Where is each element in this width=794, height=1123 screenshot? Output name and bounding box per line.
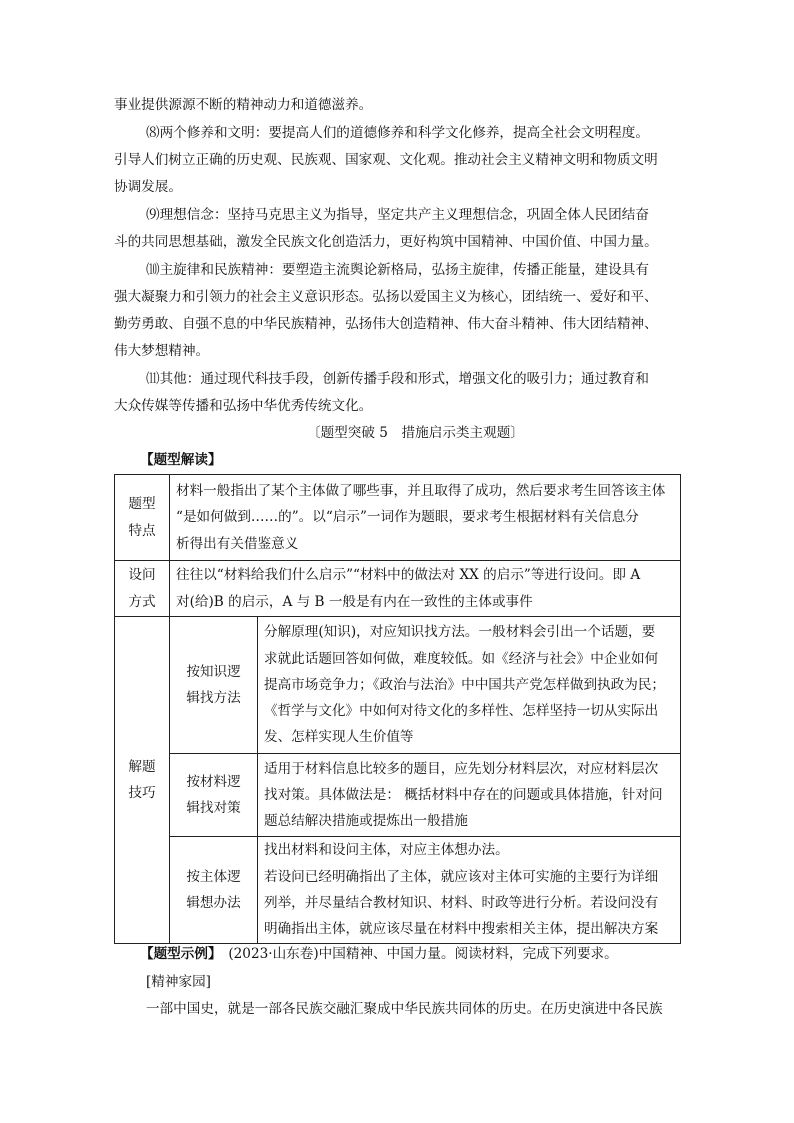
- question-type-table: [114, 474, 681, 944]
- method-name-material: [170, 754, 258, 837]
- content-line: 对(给)B 的启示，A 与 B 一般是有内在一致性的主体或事件: [176, 593, 533, 610]
- label-line: 特点: [128, 522, 156, 539]
- method-name-subject: [170, 837, 258, 944]
- method-content-subject: [258, 837, 681, 944]
- example-line: [140, 944, 618, 964]
- content-line: 明确指出主体，就应该尽量在材料中搜索相关主体，提出解决方案: [264, 921, 659, 938]
- method-name-line: 按材料逻: [186, 773, 241, 790]
- row-label-techniques: [115, 617, 170, 944]
- body-paragraph: 事业提供源源不断的精神动力和道德滋养。: [114, 97, 373, 113]
- item-8-line-3: 协调发展。: [114, 179, 182, 195]
- row-label-features: [115, 475, 170, 561]
- example-text: (2023·山东卷)中国精神、中国力量。阅读材料，完成下列要求。: [214, 946, 618, 962]
- item-8-line-2: 引导人们树立正确的历史观、民族观、国家观、文化观。推动社会主义精神文明和物质文明: [114, 152, 658, 168]
- label-line: 设问: [128, 567, 156, 584]
- content-line: 找对策。具体做法是： 概括材料中存在的问题或具体措施，针对问: [264, 786, 663, 803]
- content-line: 材料一般指出了某个主体做了哪些事，并且取得了成功，然后要求考生回答该主体: [176, 483, 666, 500]
- content-line: 发、怎样实现人生价值等: [264, 729, 414, 746]
- final-paragraph-line: 一部中国史，就是一部各民族交融汇聚成中华民族共同体的历史。在历史演进中各民族: [146, 1001, 663, 1017]
- method-content-material: [258, 754, 681, 837]
- content-line: 《哲学与文化》中如何对待文化的多样性、怎样坚持一切从实际出: [264, 703, 659, 720]
- item-10-line-2: 强大凝聚力和引领力的社会主义意识形态。弘扬以爱国主义为核心，团结统一、爱好和平、: [114, 289, 658, 305]
- content-line: 找出材料和设问主体，对应主体想办法。: [264, 842, 509, 859]
- item-8-line-1: ⑻两个修养和文明：要提高人们的道德修养和科学文化修养，提高全社会文明程度。: [146, 125, 649, 141]
- label-line: 方式: [128, 593, 156, 610]
- content-line: “是如何做到……的”。以“启示”一词作为题眼，要求考生根据材料有关信息分: [176, 509, 639, 526]
- content-line: 题总结解决措施或提炼出一般措施: [264, 813, 468, 830]
- item-10-line-4: 伟大梦想精神。: [114, 343, 210, 359]
- item-11-line-2: 大众传媒等传播和弘扬中华优秀传统文化。: [114, 398, 373, 414]
- reading-heading: 【题型解读】: [140, 452, 222, 468]
- content-line: 分解原理(知识)，对应知识找方法。一般材料会引出一个话题，要: [264, 624, 656, 641]
- label-line: 解题: [128, 758, 156, 775]
- row-content-question-style: [170, 561, 681, 617]
- method-name-line: 按主体逻: [186, 868, 241, 885]
- method-content-knowledge: [258, 617, 681, 754]
- method-name-line: 辑找方法: [186, 690, 241, 706]
- spirit-heading: [精神家园]: [146, 974, 211, 990]
- content-line: 列举，并尽量结合教材知识、材料、时政等进行分析。若设问没有: [264, 895, 659, 911]
- content-line: 往往以“材料给我们什么启示”“材料中的做法对 XX 的启示”等进行设问。即 A: [176, 567, 641, 584]
- table-row-features: [115, 475, 681, 561]
- label-line: 技巧: [128, 785, 156, 801]
- item-10-line-3: 勤劳勇敢、自强不息的中华民族精神，弘扬伟大创造精神、伟大奋斗精神、伟大团结精神、: [114, 316, 658, 332]
- item-10-line-1: ⑽主旋律和民族精神：要塑造主流舆论新格局，弘扬主旋律，传播正能量，建设具有: [146, 262, 649, 278]
- table-row-method-subject: [115, 837, 681, 944]
- content-line: 适用于材料信息比较多的题目，应先划分材料层次，对应材料层次: [264, 760, 659, 777]
- table-row-question-style: [115, 561, 681, 617]
- table-row-method-material: [115, 754, 681, 837]
- item-9-line-1: ⑼理想信念：坚持马克思主义为指导，坚定共产主义理想信念，巩固全体人民团结奋: [146, 207, 649, 223]
- row-label-question-style: [115, 561, 170, 617]
- example-heading: 【题型示例】: [140, 946, 215, 962]
- section-title: 〔题型突破 5 措施启示类主观题〕: [307, 425, 524, 441]
- content-line: 求就此话题回答如何做，难度较低。如《经济与社会》中企业如何: [264, 650, 659, 667]
- content-line: 提高市场竞争力；《政治与法治》中中国共产党怎样做到执政为民；: [264, 676, 666, 693]
- content-line: 若设问已经明确指出了主体，就应该对主体可实施的主要行为详细: [264, 868, 659, 885]
- method-name-line: 辑想办法: [186, 895, 241, 911]
- content-line: 析得出有关借鉴意义: [176, 535, 299, 552]
- method-name-knowledge: [170, 617, 258, 754]
- method-name-line: 辑找对策: [186, 800, 241, 816]
- row-content-features: [170, 475, 681, 561]
- label-line: 题型: [128, 496, 156, 513]
- item-9-line-2: 斗的共同思想基础，激发全民族文化创造活力，更好构筑中国精神、中国价值、中国力量。: [114, 234, 658, 250]
- method-name-line: 按知识逻: [186, 663, 241, 680]
- table-row-method-knowledge: [115, 617, 681, 754]
- item-11-line-1: ⑾其他：通过现代科技手段，创新传播手段和形式，增强文化的吸引力；通过教育和: [146, 371, 649, 387]
